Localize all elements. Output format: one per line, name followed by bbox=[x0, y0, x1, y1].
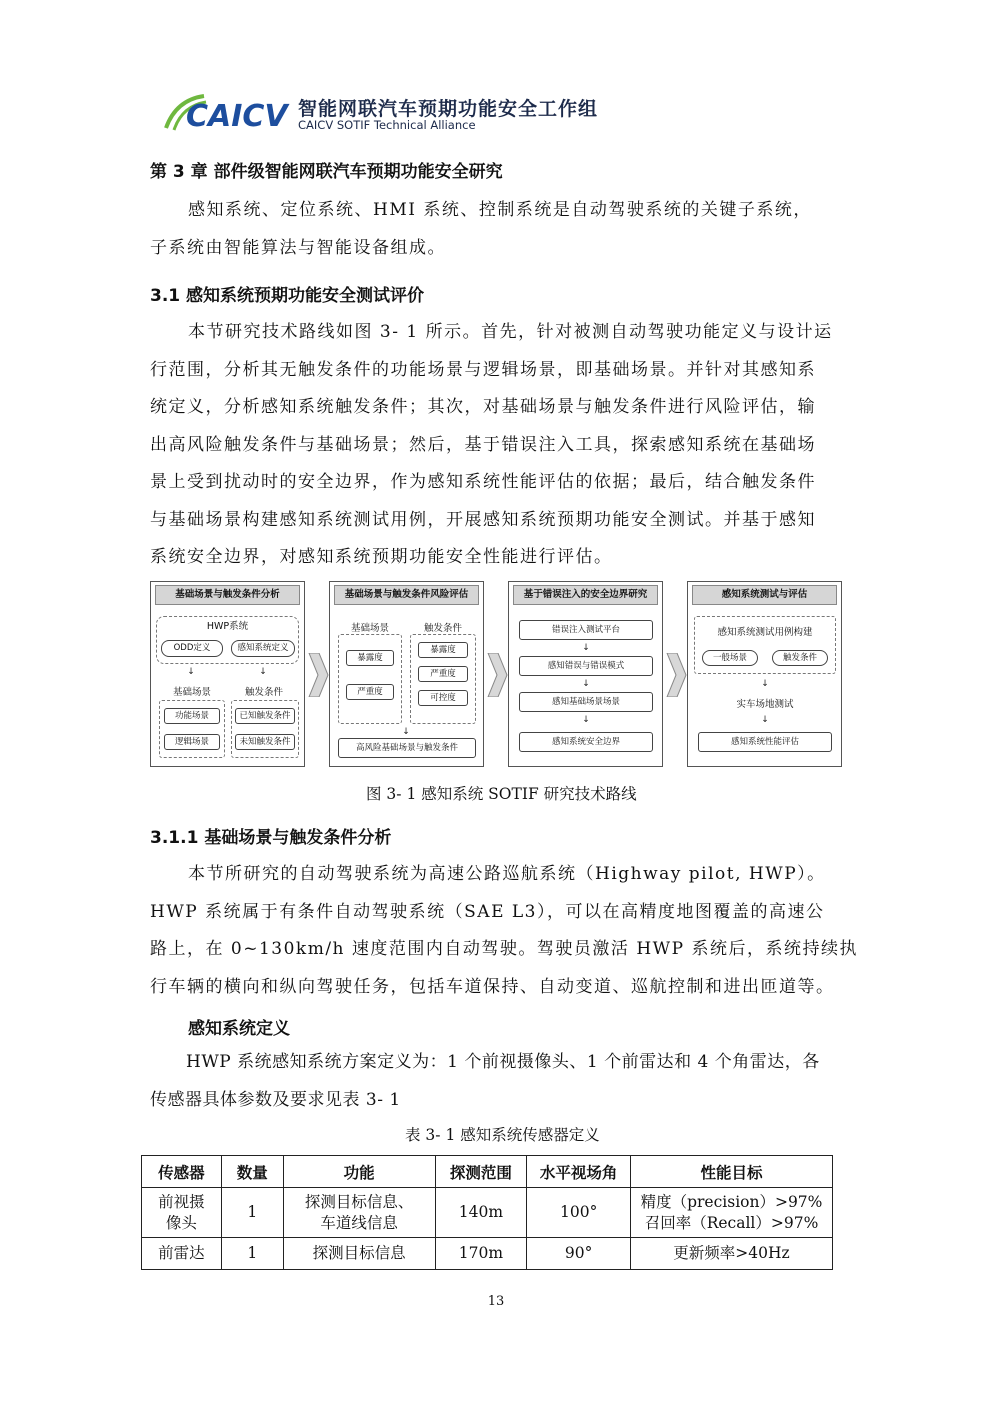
known-trigger-node: 已知触发条件 bbox=[235, 708, 295, 724]
odd-definition-node: ODD定义 bbox=[161, 640, 223, 657]
range-cell: 170m bbox=[435, 1238, 527, 1270]
flow-box-title: 基础场景与触发条件风险评估 bbox=[334, 585, 479, 605]
chevron-right-icon bbox=[665, 653, 687, 697]
table-row bbox=[142, 1188, 833, 1238]
cell-line: 前视摄 bbox=[158, 1192, 205, 1211]
intro-line: 感知系统、定位系统、HMI 系统、控制系统是自动驾驶系统的关键子系统， bbox=[188, 200, 812, 220]
flow-box-basic-scenario-analysis bbox=[150, 581, 305, 767]
flow-box-title: 感知系统测试与评估 bbox=[692, 585, 837, 605]
caicv-logo bbox=[160, 90, 295, 134]
paragraph-line: 系统安全边界，对感知系统预期功能安全性能进行评估。 bbox=[150, 547, 613, 567]
vehicle-test-label: 实车场地测试 bbox=[736, 699, 794, 710]
exposure-node: 暴露度 bbox=[418, 642, 468, 658]
column-header: 传感器 bbox=[142, 1156, 222, 1188]
cell-line: 像头 bbox=[165, 1213, 197, 1232]
perception-error-mode-node: 感知错误与错误模式 bbox=[519, 656, 653, 676]
cell-line: 探测目标信息、 bbox=[304, 1192, 414, 1211]
chevron-right-icon bbox=[307, 653, 329, 697]
fov-cell: 90° bbox=[527, 1238, 631, 1270]
column-header: 水平视场角 bbox=[527, 1156, 631, 1188]
paragraph-line: 行车辆的横向和纵向驾驶任务，包括车道保持、自动变道、巡航控制和进出匝道等。 bbox=[150, 976, 835, 997]
cell-line: 车道线信息 bbox=[320, 1213, 398, 1232]
functional-scenario-node: 功能场景 bbox=[164, 708, 220, 724]
paragraph-line: 景上受到扰动时的安全边界，作为感知系统性能评估的依据；最后，结合触发条件 bbox=[150, 472, 816, 492]
paragraph-line: 行范围，分析其无触发条件的功能场景与逻辑场景，即基础场景。并针对其感知系 bbox=[150, 359, 816, 380]
column-header: 功能 bbox=[283, 1156, 435, 1188]
cell-line: 精度（precision）>97% bbox=[640, 1192, 823, 1211]
count-cell: 1 bbox=[221, 1238, 283, 1270]
section-paragraph bbox=[150, 314, 850, 577]
down-arrow-icon: ↓ bbox=[582, 715, 590, 725]
section-title: 3.1 感知系统预期功能安全测试评价 bbox=[150, 286, 425, 306]
intro-paragraph bbox=[150, 192, 850, 267]
count-cell: 1 bbox=[221, 1188, 283, 1238]
severity-node: 严重度 bbox=[346, 684, 394, 700]
figure-caption: 图 3- 1 感知系统 SOTIF 研究技术路线 bbox=[366, 785, 637, 803]
unknown-trigger-node: 未知触发条件 bbox=[235, 734, 295, 750]
sensor-cell bbox=[142, 1188, 222, 1238]
target-cell bbox=[631, 1188, 833, 1238]
basic-scenario-label: 基础场景 bbox=[350, 623, 389, 634]
flow-box-safety-boundary bbox=[508, 581, 663, 767]
logo-text: CAICV bbox=[186, 99, 288, 134]
down-arrow-icon: ↓ bbox=[582, 679, 590, 689]
performance-evaluation-node: 感知系统性能评估 bbox=[698, 732, 832, 752]
subsection-paragraph bbox=[150, 856, 858, 1006]
down-arrow-icon: ↓ bbox=[761, 679, 769, 689]
target-cell: 更新频率>40Hz bbox=[631, 1238, 833, 1270]
hwp-system-label: HWP系统 bbox=[206, 621, 249, 632]
definition-paragraph bbox=[150, 1044, 850, 1119]
trigger-condition-label: 触发条件 bbox=[244, 687, 283, 698]
table-caption: 表 3- 1 感知系统传感器定义 bbox=[405, 1126, 600, 1144]
paragraph-line: 统定义，分析感知系统触发条件；其次，对基础场景与触发条件进行风险评估，输 bbox=[150, 397, 816, 417]
table-row bbox=[142, 1238, 833, 1270]
safety-boundary-node: 感知系统安全边界 bbox=[519, 732, 653, 752]
trigger-condition-label: 触发条件 bbox=[423, 623, 462, 634]
intro-line: 子系统由智能算法与智能设备组成。 bbox=[150, 237, 446, 258]
severity-node: 严重度 bbox=[418, 666, 468, 682]
sensor-definition-table bbox=[141, 1155, 833, 1270]
down-arrow-icon: ↓ bbox=[761, 715, 769, 725]
column-header: 数量 bbox=[221, 1156, 283, 1188]
paragraph-line: 本节研究技术路线如图 3- 1 所示。首先，针对被测自动驾驶功能定义与设计运 bbox=[188, 322, 833, 342]
general-scenario-node: 一般场景 bbox=[702, 650, 758, 666]
logical-scenario-node: 逻辑场景 bbox=[164, 734, 220, 750]
sensor-cell: 前雷达 bbox=[142, 1238, 222, 1270]
org-name-en: CAICV SOTIF Technical Alliance bbox=[298, 118, 476, 132]
exposure-node: 暴露度 bbox=[346, 650, 394, 666]
column-header: 性能目标 bbox=[631, 1156, 833, 1188]
basic-scenario-label: 基础场景 bbox=[172, 687, 211, 698]
controllability-node: 可控度 bbox=[418, 690, 468, 706]
org-name-cn: 智能网联汽车预期功能安全工作组 bbox=[298, 98, 599, 120]
paragraph-line: 本节所研究的自动驾驶系统为高速公路巡航系统（Highway pilot, HWP）。 bbox=[188, 864, 826, 884]
high-risk-output-node: 高风险基础场景与触发条件 bbox=[338, 738, 476, 758]
chapter-title: 第 3 章 部件级智能网联汽车预期功能安全研究 bbox=[150, 162, 503, 182]
test-case-label: 感知系统测试用例构建 bbox=[717, 627, 813, 638]
column-header: 探测范围 bbox=[435, 1156, 527, 1188]
flow-box-risk-assessment bbox=[329, 581, 484, 767]
paragraph-line: 出高风险触发条件与基础场景；然后，基于错误注入工具，探索感知系统在基础场 bbox=[150, 434, 816, 455]
paragraph-line: HWP 系统属于有条件自动驾驶系统（SAE L3），可以在高精度地图覆盖的高速公 bbox=[150, 901, 825, 922]
trigger-condition-node: 触发条件 bbox=[772, 650, 828, 666]
subsection-title: 3.1.1 基础场景与触发条件分析 bbox=[150, 828, 392, 848]
perception-definition-node: 感知系统定义 bbox=[231, 640, 295, 657]
down-arrow-icon: ↓ bbox=[402, 727, 410, 737]
flow-box-title: 基础场景与触发条件分析 bbox=[155, 585, 300, 605]
paragraph-line: 与基础场景构建感知系统测试用例，开展感知系统预期功能安全测试。并基于感知 bbox=[150, 509, 816, 530]
paragraph-line: 传感器具体参数及要求见表 3- 1 bbox=[150, 1089, 401, 1110]
paragraph-line: 路上，在 0~130km/h 速度范围内自动驾驶。驾驶员激活 HWP 系统后，系统持续执 bbox=[150, 939, 858, 959]
down-arrow-icon: ↓ bbox=[259, 667, 267, 677]
research-route-flowchart bbox=[150, 581, 844, 767]
range-cell: 140m bbox=[435, 1188, 527, 1238]
chevron-right-icon bbox=[486, 653, 508, 697]
table-header-row bbox=[142, 1156, 833, 1188]
basic-scenario-node: 感知基础场景场景 bbox=[519, 692, 653, 712]
scenario-risk-group bbox=[338, 634, 402, 724]
flow-box-title: 基于错误注入的安全边界研究 bbox=[513, 585, 658, 605]
paragraph-line: HWP 系统感知系统方案定义为：1 个前视摄像头、1 个前雷达和 4 个角雷达，各 bbox=[186, 1052, 820, 1072]
flow-box-test-evaluation bbox=[687, 581, 842, 767]
fault-injection-platform-node: 错误注入测试平台 bbox=[519, 620, 653, 640]
down-arrow-icon: ↓ bbox=[582, 643, 590, 653]
page-header bbox=[160, 88, 680, 138]
definition-heading: 感知系统定义 bbox=[188, 1019, 290, 1039]
down-arrow-icon: ↓ bbox=[187, 667, 195, 677]
function-cell bbox=[283, 1188, 435, 1238]
page-number: 13 bbox=[487, 1294, 505, 1309]
cell-line: 召回率（Recall）>97% bbox=[644, 1213, 819, 1232]
fov-cell: 100° bbox=[527, 1188, 631, 1238]
function-cell: 探测目标信息 bbox=[283, 1238, 435, 1270]
